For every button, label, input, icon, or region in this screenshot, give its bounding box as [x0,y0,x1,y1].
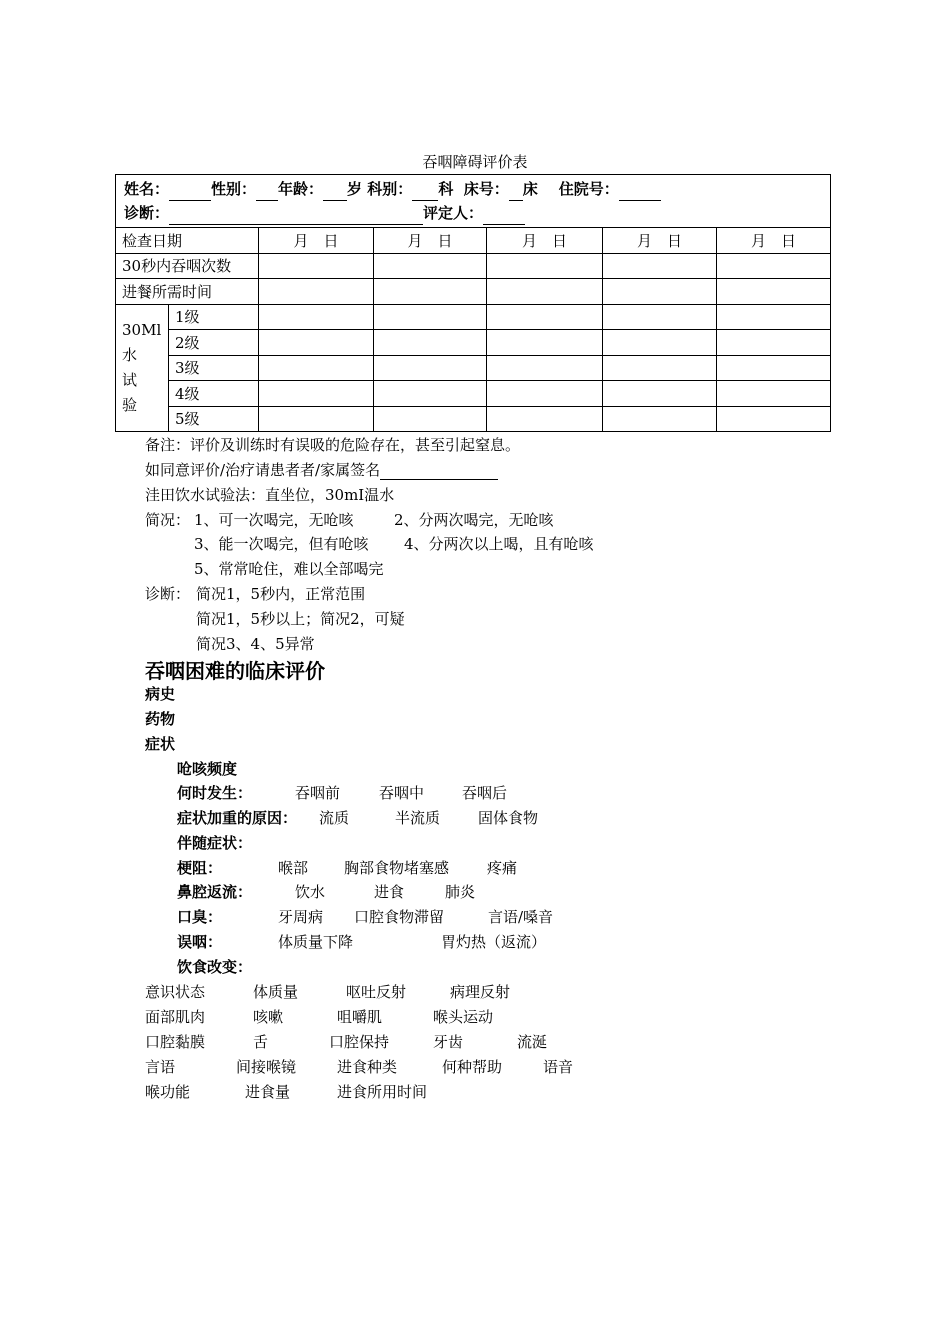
table-cell[interactable] [603,381,717,407]
option-text: 吞咽中 [379,784,425,802]
bed-unit: 床 [522,180,538,198]
option-text: 言语/嗓音 [488,908,554,926]
exam-item: 呕吐反射 [346,983,407,1001]
symptoms-label: 症状 [145,735,176,753]
level-label: 2级 [169,330,259,356]
water-test-label-line: 试 [122,370,138,389]
water-test-label [116,304,169,432]
exam-item: 言语 [145,1058,176,1076]
consent-line [145,459,498,480]
table-cell[interactable] [487,330,603,356]
level-label: 4级 [169,381,259,407]
table-cell[interactable] [374,304,487,330]
option-text: 饮水 [295,883,326,901]
table-cell[interactable] [487,355,603,381]
when-label: 何时发生： [177,784,253,802]
level-label: 5级 [169,406,259,432]
table-cell[interactable] [603,330,717,356]
exam-item: 病理反射 [450,983,511,1001]
table-cell[interactable] [374,330,487,356]
exam-item: 舌 [253,1033,269,1051]
worse-label: 症状加重的原因： [177,809,298,827]
option-text: 喉部 [278,859,309,877]
table-cell[interactable] [603,253,717,279]
option-text: 疼痛 [487,859,518,877]
obstruction-label: 梗阻： [177,859,223,877]
date-cell[interactable]: 月 日 [487,228,603,254]
table-cell[interactable] [374,279,487,305]
age-field[interactable] [323,184,347,201]
name-field[interactable] [169,184,211,201]
age-unit: 岁 [347,180,363,198]
signature-field[interactable] [380,463,498,480]
date-cell[interactable]: 月 日 [259,228,374,254]
brief-item: 3、能一次喝完，但有呛咳 [194,535,369,553]
option-text: 体质量下降 [278,933,354,951]
table-cell[interactable] [374,355,487,381]
history-label: 病史 [145,685,176,703]
evaluation-table [115,174,831,432]
cough-freq-label: 呛咳频度 [177,760,238,778]
table-cell[interactable] [259,279,374,305]
diag-item: 简况1，5秒以上；简况2，可疑 [196,610,405,628]
level-label: 3级 [169,355,259,381]
table-cell[interactable] [487,406,603,432]
form-title: 吞咽障碍评价表 [422,153,528,171]
brief-item: 1、可一次喝完，无呛咳 [194,511,354,529]
level-label: 1级 [169,304,259,330]
diag-item: 简况1，5秒内，正常范围 [196,585,366,603]
option-text: 半流质 [395,809,441,827]
dept-field[interactable] [412,184,438,201]
diag-item: 简况3、4、5异常 [196,635,315,653]
option-text: 胸部食物堵塞感 [344,859,450,877]
admission-label: 住院号： [558,180,619,198]
sex-label: 性别： [211,180,257,198]
admission-field[interactable] [619,184,661,201]
diagnosis-label: 诊断： [124,204,170,222]
swallow-count-label: 30秒内吞咽次数 [116,253,259,279]
exam-item: 体质量 [253,983,299,1001]
bed-field[interactable] [509,184,523,201]
option-text: 牙周病 [278,908,324,926]
consent-text: 如同意评价/治疗请患者者/家属签名 [145,461,381,479]
option-text: 吞咽后 [462,784,508,802]
date-cell[interactable]: 月 日 [374,228,487,254]
table-cell[interactable] [259,355,374,381]
exam-item: 喉功能 [145,1083,191,1101]
table-cell[interactable] [259,406,374,432]
option-text: 肺炎 [445,883,476,901]
dept-label: 科别： [367,180,413,198]
brief-item: 5、常常呛住，难以全部喝完 [194,560,384,578]
nasal-label: 鼻腔返流： [177,883,253,901]
table-cell[interactable] [603,406,717,432]
aspiration-label: 误咽： [177,933,223,951]
meal-time-label: 进餐所需时间 [116,279,259,305]
exam-item: 进食所用时间 [337,1083,428,1101]
name-label: 姓名： [124,180,170,198]
option-text: 进食 [374,883,405,901]
table-cell[interactable] [487,381,603,407]
table-cell[interactable] [487,253,603,279]
option-text: 口腔食物滞留 [354,908,445,926]
table-cell[interactable] [717,355,831,381]
date-label: 检查日期 [116,228,259,254]
table-cell[interactable] [717,304,831,330]
exam-item: 何种帮助 [442,1058,503,1076]
exam-item: 进食量 [245,1083,291,1101]
remark-text: 备注：评价及训练时有误吸的危险存在，甚至引起窒息。 [145,436,521,454]
exam-item: 流涎 [517,1033,548,1051]
option-text: 吞咽前 [295,784,341,802]
exam-item: 进食种类 [337,1058,398,1076]
clinical-heading: 吞咽困难的临床评价 [145,659,325,683]
option-text: 固体食物 [478,809,539,827]
method-text: 洼田饮水试验法：直坐位，30mI温水 [145,486,395,504]
option-text: 流质 [319,809,350,827]
evaluator-label: 评定人： [423,204,484,222]
diet-change-label: 饮食改变： [177,958,253,976]
diagnosis-field[interactable] [169,208,423,225]
sex-field[interactable] [256,184,278,201]
exam-item: 咀嚼肌 [337,1008,383,1026]
exam-item: 意识状态 [145,983,206,1001]
table-cell[interactable] [259,381,374,407]
date-cell[interactable]: 月 日 [603,228,717,254]
brief-item: 4、分两次以上喝，且有呛咳 [404,535,594,553]
table-cell[interactable] [374,406,487,432]
exam-item: 语音 [543,1058,574,1076]
brief-item: 2、分两次喝完，无呛咳 [394,511,554,529]
table-cell[interactable] [717,381,831,407]
exam-item: 口腔黏膜 [145,1033,206,1051]
exam-item: 喉头运动 [433,1008,494,1026]
evaluator-field[interactable] [483,208,525,225]
table-cell[interactable] [603,279,717,305]
water-test-label-line: 30Ml [122,320,162,339]
table-cell[interactable] [717,253,831,279]
diag-label: 诊断： [145,585,191,603]
age-label: 年龄： [278,180,324,198]
patient-info-header [116,175,831,228]
table-cell[interactable] [603,304,717,330]
bed-label: 床号： [463,180,509,198]
table-cell[interactable] [487,279,603,305]
table-cell[interactable] [487,304,603,330]
water-test-label-line: 水 [122,345,138,364]
brief-label: 简况： [145,511,191,529]
table-cell[interactable] [259,330,374,356]
table-cell[interactable] [374,253,487,279]
table-cell[interactable] [717,406,831,432]
exam-item: 面部肌肉 [145,1008,206,1026]
table-cell[interactable] [717,330,831,356]
option-text: 胃灼热（返流） [441,933,547,951]
dept-unit: 科 [438,180,454,198]
table-cell[interactable] [259,304,374,330]
exam-item: 口腔保持 [329,1033,390,1051]
medication-label: 药物 [145,710,176,728]
table-cell[interactable] [717,279,831,305]
date-cell[interactable]: 月 日 [717,228,831,254]
table-cell[interactable] [603,355,717,381]
accompany-label: 伴随症状： [177,834,253,852]
table-cell[interactable] [374,381,487,407]
exam-item: 咳嗽 [253,1008,284,1026]
breath-label: 口臭： [177,908,223,926]
exam-item: 牙齿 [433,1033,464,1051]
table-cell[interactable] [259,253,374,279]
exam-item: 间接喉镜 [236,1058,297,1076]
water-test-label-line: 验 [122,395,138,414]
